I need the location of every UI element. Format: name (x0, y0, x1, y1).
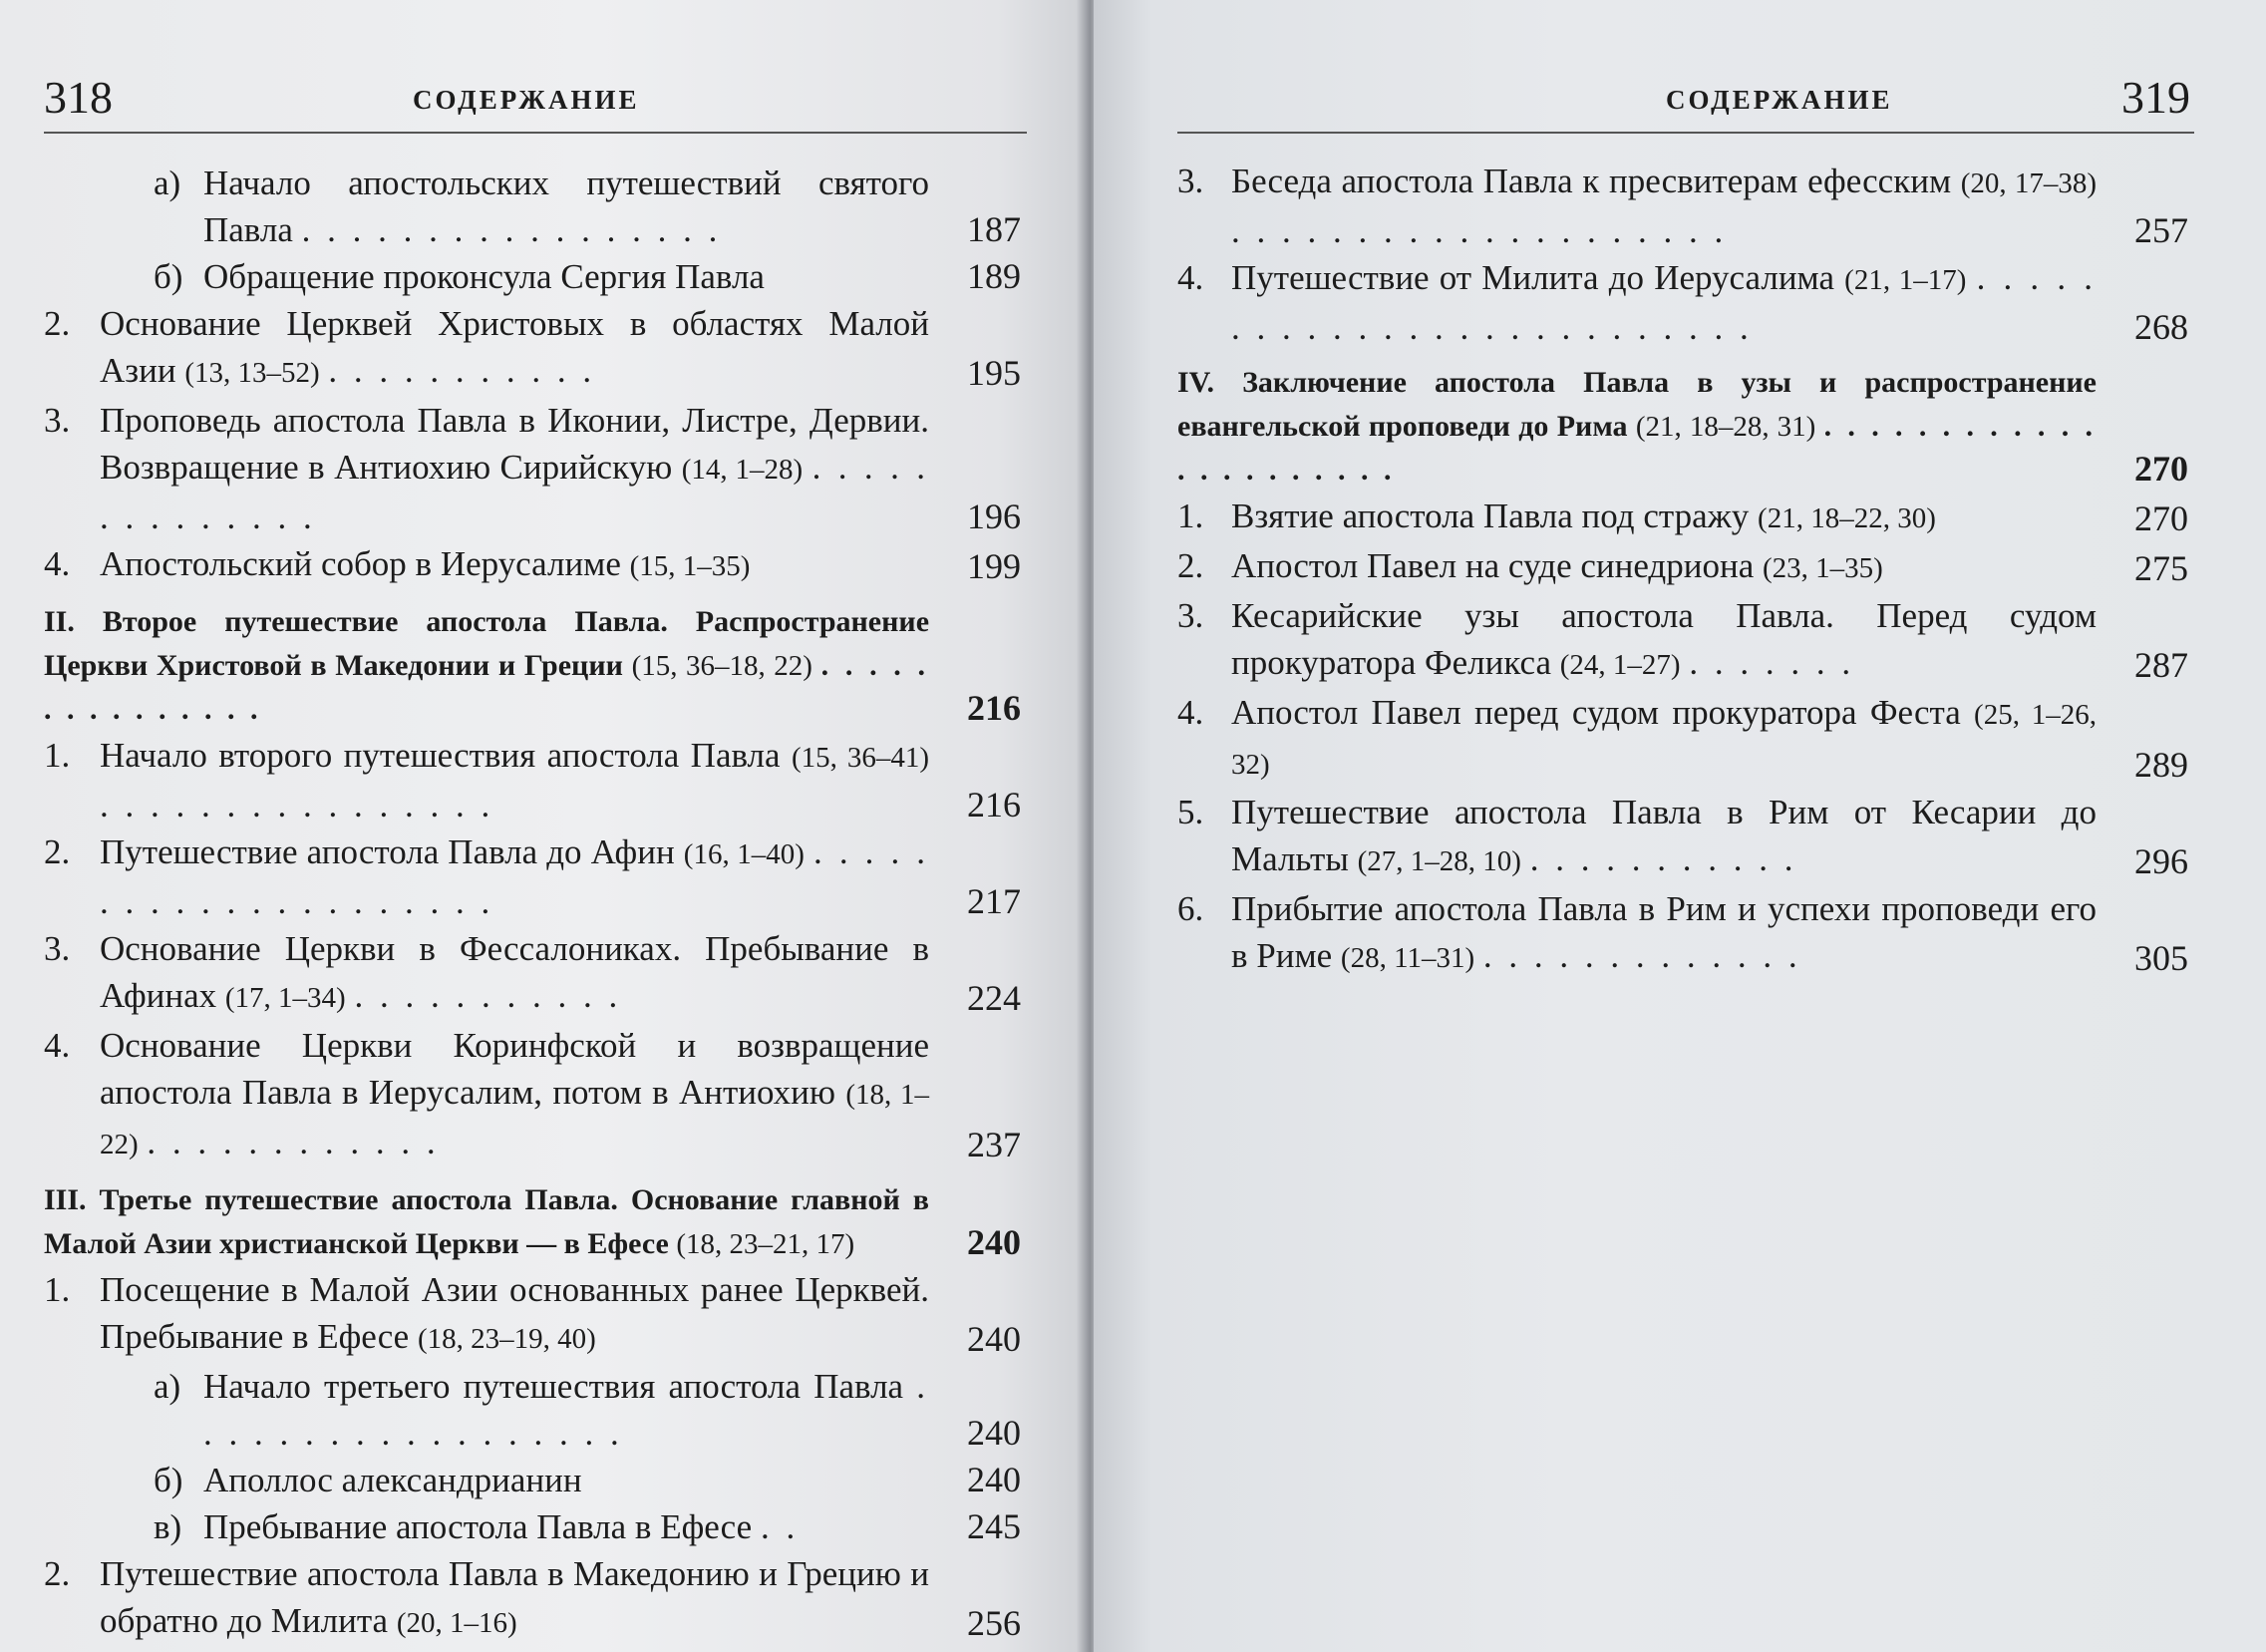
entry-page: 196 (967, 496, 1021, 536)
leader-dots: . . . . . . . (1689, 643, 1855, 682)
entry-page: 270 (2134, 498, 2188, 538)
toc-entry (44, 732, 1021, 828)
entry-number: 1. (44, 1270, 71, 1309)
toc-entry (44, 1022, 1021, 1168)
leader-dots: . . . . . . . . . . . (328, 351, 596, 390)
toc-right (1177, 158, 2188, 982)
toc-entry (44, 828, 1021, 925)
entry-page: 240 (967, 1460, 1021, 1499)
toc-part-heading (44, 1178, 1021, 1266)
right-page-header (1177, 62, 2194, 134)
left-page-header (44, 62, 1027, 134)
leader-dots: . . . . . . . . . . . . . . . (44, 649, 930, 726)
scripture-ref: (20, 17–38) (1960, 167, 2097, 199)
part-number: IV. (1177, 366, 1214, 399)
toc-entry (44, 1266, 1021, 1363)
entry-page: 275 (2134, 548, 2188, 588)
toc-entry (1177, 789, 2188, 885)
entry-number: а) (154, 1367, 181, 1406)
entry-title: Прибытие апостола Павла в Рим и успехи проповеди его в Риме (1231, 889, 2097, 975)
running-title-left: СОДЕРЖАНИЕ (413, 85, 640, 115)
entry-title: Аполлос александрианин (203, 1461, 582, 1499)
scripture-ref: (15, 36–41) (792, 742, 929, 774)
entry-page: 287 (2134, 645, 2188, 685)
page-number-right: 319 (2121, 72, 2190, 123)
entry-number: 1. (1177, 496, 1204, 535)
entry-number: 1. (44, 736, 71, 775)
scripture-ref: (23, 1–35) (1762, 552, 1883, 584)
entry-page: 240 (967, 1222, 1021, 1262)
entry-number: 3. (1177, 162, 1204, 200)
entry-title: Путешествие апостола Павла в Рим от Кесарии до Мальты (1231, 793, 2097, 878)
toc-entry (44, 160, 1021, 253)
entry-page: 189 (967, 256, 1021, 296)
entry-title: Путешествие апостола Павла в Македонию и Грецию и обратно до Милита (100, 1554, 929, 1640)
entry-title: Проповедь апостола Павла в Иконии, Листре, Дервии. Возвращение в Антиохию Сирийскую (100, 401, 929, 487)
entry-page: 296 (2134, 841, 2188, 881)
entry-page: 240 (967, 1319, 1021, 1359)
toc-left (44, 160, 1021, 1647)
scripture-ref: (14, 1–28) (681, 454, 804, 486)
entry-number: а) (154, 164, 181, 202)
entry-page: 216 (967, 688, 1021, 728)
leader-dots: . . (760, 1507, 800, 1546)
toc-part-heading (44, 600, 1021, 732)
entry-number: 4. (44, 544, 71, 583)
running-title-right: СОДЕРЖАНИЕ (1666, 85, 1893, 115)
leader-dots: . . . . . . . . . . . . . . . . . . . . . . . . . . (1231, 258, 2097, 347)
entry-page: 240 (967, 1413, 1021, 1453)
entry-page: 268 (2134, 307, 2188, 347)
toc-entry (1177, 689, 2188, 789)
entry-number: в) (154, 1507, 182, 1546)
entry-page: 199 (967, 546, 1021, 586)
leader-dots: . . . . . . . . . . . . (147, 1123, 440, 1161)
toc-entry (44, 925, 1021, 1022)
toc-entry (44, 1457, 1021, 1503)
scripture-ref: (21, 1–17) (1844, 264, 1967, 296)
entry-number: 5. (1177, 793, 1204, 831)
leader-dots: . . . . . . . . . . . . . (1482, 936, 1801, 975)
entry-title: Третье путешествие апостола Павла. Основание главной в Малой Азии христианской Церкви — в Ефесе (44, 1183, 929, 1260)
entry-number: 2. (44, 304, 71, 343)
entry-number: 3. (44, 401, 71, 440)
leader-dots: . . . . . . . . . . . (354, 976, 622, 1015)
entry-title: Заключение апостола Павла в узы и распространение евангельской проповеди до Рима (1177, 366, 2097, 443)
entry-number: б) (154, 1461, 183, 1499)
scripture-ref: (25, 1–26, 32) (1231, 699, 2097, 781)
entry-number: 2. (44, 1554, 71, 1593)
entry-title: Кесарийские узы апостола Павла. Перед судом прокуратора Феликса (1231, 596, 2097, 682)
scripture-ref: (21, 18–22, 30) (1758, 502, 1936, 534)
leader-dots: . . . . . . . . . . . . . . . . . (301, 210, 722, 249)
entry-title: Путешествие от Милита до Иерусалима (1231, 258, 1834, 297)
entry-title: Основание Церкви Коринфской и возвращение апостола Павла в Иерусалим, потом в Антиохию (100, 1026, 929, 1112)
toc-entry (1177, 493, 2188, 542)
entry-page: 224 (967, 978, 1021, 1018)
entry-title: Апостол Павел на суде синедриона (1231, 546, 1755, 585)
entry-number: 2. (1177, 546, 1204, 585)
entry-number: 2. (44, 832, 71, 871)
scripture-ref: (15, 1–35) (629, 550, 751, 582)
toc-entry (1177, 254, 2188, 351)
toc-entry (44, 1550, 1021, 1647)
entry-number: б) (154, 257, 183, 296)
entry-title: Начало третьего путешествия апостола Павла (203, 1367, 904, 1406)
entry-title: Основание Церквей Христовых в областях Малой Азии (100, 304, 929, 390)
leader-dots: . . . . . . . . . . . . . . . . . . . . . . (1177, 410, 2098, 487)
entry-title: Беседа апостола Павла к пресвитерам ефесским (1231, 162, 1952, 200)
scripture-ref: (13, 13–52) (184, 357, 320, 389)
left-page (0, 0, 1085, 1652)
scripture-ref: (16, 1–40) (683, 838, 805, 870)
scripture-ref: (27, 1–28, 10) (1357, 845, 1521, 877)
page-number-left: 318 (44, 72, 113, 123)
leader-dots: . . . . . . . . . . . (1529, 839, 1797, 878)
scripture-ref: (20, 1–16) (396, 1607, 517, 1639)
entry-number: 4. (44, 1026, 71, 1065)
scripture-ref: (15, 36–18, 22) (631, 650, 812, 682)
leader-dots: . . . . . . . . . . . . . . . . . . . . . (100, 832, 930, 921)
right-page (1094, 0, 2266, 1652)
part-number: II. (44, 605, 75, 638)
entry-page: 256 (967, 1603, 1021, 1643)
entry-number: 4. (1177, 693, 1204, 732)
leader-dots: . . . . . . . . . . . . . . . . (100, 786, 494, 825)
entry-number: 3. (44, 929, 71, 968)
entry-title: Начало второго путешествия апостола Павла (100, 736, 781, 775)
entry-page: 245 (967, 1506, 1021, 1546)
entry-page: 216 (967, 785, 1021, 825)
toc-entry (44, 540, 1021, 590)
scripture-ref: (18, 1–22) (100, 1079, 929, 1160)
entry-page: 289 (2134, 745, 2188, 785)
entry-title: Обращение проконсула Сергия Павла (203, 257, 765, 296)
entry-title: Путешествие апостола Павла до Афин (100, 832, 675, 871)
scripture-ref: (21, 18–28, 31) (1635, 411, 1816, 443)
toc-entry (44, 1363, 1021, 1457)
entry-page: 195 (967, 353, 1021, 393)
entry-page: 187 (967, 209, 1021, 249)
scripture-ref: (17, 1–34) (224, 982, 346, 1014)
entry-page: 270 (2134, 449, 2188, 489)
toc-entry (44, 1503, 1021, 1550)
toc-entry (44, 300, 1021, 397)
scripture-ref: (28, 11–31) (1340, 942, 1475, 974)
entry-title: Второе путешествие апостола Павла. Распространение Церкви Христовой в Македонии и Греции (44, 605, 930, 682)
entry-title: Посещение в Малой Азии основанных ранее Церквей. Пребывание в Ефесе (100, 1270, 929, 1356)
toc-entry (44, 253, 1021, 300)
leader-dots: . . . . . . . . . . . . . . . . . . (203, 1367, 929, 1453)
leader-dots: . . . . . . . . . . . . . . (100, 448, 930, 536)
leader-dots: . . . . . . . . . . . . . . . . . . . . (1231, 211, 1728, 250)
scripture-ref: (24, 1–27) (1559, 649, 1681, 681)
toc-entry (1177, 592, 2188, 689)
entry-title: Пребывание апостола Павла в Ефесе (203, 1507, 753, 1546)
entry-title: Апостол Павел перед судом прокуратора Феста (1231, 693, 1961, 732)
entry-title: Апостольский собор в Иерусалиме (100, 544, 621, 583)
toc-entry (1177, 542, 2188, 592)
scripture-ref: (18, 23–19, 40) (417, 1323, 596, 1355)
entry-title: Взятие апостола Павла под стражу (1231, 496, 1750, 535)
part-number: III. (44, 1183, 87, 1216)
entry-number: 3. (1177, 596, 1204, 635)
toc-part-heading (1177, 361, 2188, 493)
entry-page: 217 (967, 881, 1021, 921)
entry-page: 237 (967, 1125, 1021, 1164)
entry-number: 4. (1177, 258, 1204, 297)
toc-entry (1177, 885, 2188, 982)
toc-entry (1177, 158, 2188, 254)
entry-page: 305 (2134, 938, 2188, 978)
entry-number: 6. (1177, 889, 1204, 928)
scripture-ref: (18, 23–21, 17) (676, 1228, 855, 1260)
toc-entry (44, 397, 1021, 540)
entry-title: Основание Церкви в Фессалониках. Пребывание в Афинах (100, 929, 929, 1015)
entry-page: 257 (2134, 210, 2188, 250)
entry-title: Начало апостольских путешествий святого Павла (203, 164, 929, 249)
